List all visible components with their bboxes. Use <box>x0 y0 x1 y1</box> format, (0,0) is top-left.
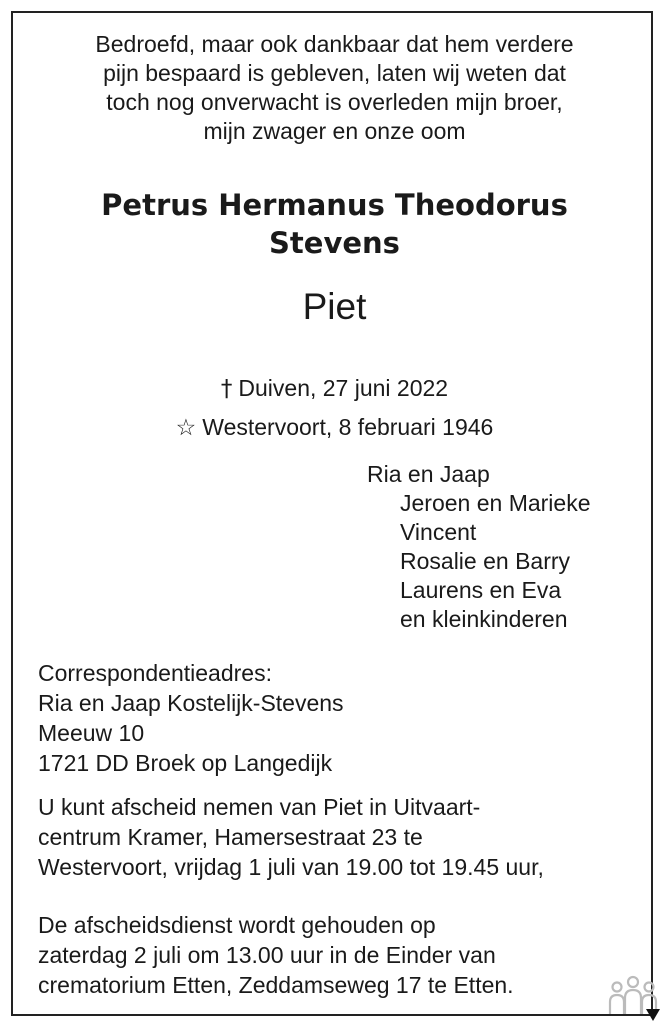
service-line: zaterdag 2 juli om 13.00 uur in de Einder van <box>38 942 496 968</box>
farewell-info <box>38 792 544 882</box>
farewell-line: centrum Kramer, Hamersestraat 23 te <box>38 824 423 850</box>
service-info <box>38 910 514 1000</box>
full-name-line: Petrus Hermanus Theodorus <box>101 188 568 222</box>
dates-block <box>0 369 669 447</box>
family-member: Rosalie en Barry <box>400 548 571 574</box>
intro-line: Bedroefd, maar ook dankbaar dat hem verdere <box>95 31 574 57</box>
arrow-down-icon[interactable] <box>645 1008 661 1022</box>
family-primary: Ria en Jaap <box>367 461 490 487</box>
family-member: en kleinkinderen <box>400 606 568 632</box>
death-date: Duiven, 27 juni 2022 <box>238 375 449 401</box>
farewell-line: Westervoort, vrijdag 1 juli van 19.00 tot 19.45 uur, <box>38 854 544 880</box>
intro-line: pijn bespaard is gebleven, laten wij weten dat <box>103 60 566 86</box>
birth-line <box>0 408 669 447</box>
family-member: Vincent <box>400 519 477 545</box>
family-member: Laurens en Eva <box>400 577 562 603</box>
correspondence-address <box>38 658 344 778</box>
farewell-line: U kunt afscheid nemen van Piet in Uitvaart- <box>38 794 481 820</box>
full-name-line: Stevens <box>269 226 400 260</box>
correspondence-line: Ria en Jaap Kostelijk-Stevens <box>38 690 344 716</box>
star-icon: ☆ <box>175 415 197 441</box>
correspondence-line: 1721 DD Broek op Langedijk <box>38 750 333 776</box>
service-line: De afscheidsdienst wordt gehouden op <box>38 912 436 938</box>
intro-line: toch nog onverwacht is overleden mijn broer, <box>106 89 563 115</box>
intro-text <box>0 30 669 146</box>
family-list <box>367 460 591 634</box>
death-line <box>0 369 669 408</box>
deceased-nickname: Piet <box>302 286 367 327</box>
service-line: crematorium Etten, Zeddamseweg 17 te Etten. <box>38 972 514 998</box>
cross-icon: † <box>220 376 233 402</box>
correspondence-line: Meeuw 10 <box>38 720 145 746</box>
intro-line: mijn zwager en onze oom <box>203 118 466 144</box>
deceased-full-name <box>0 186 669 262</box>
correspondence-heading: Correspondentieadres: <box>38 660 272 686</box>
family-member: Jeroen en Marieke <box>400 490 591 516</box>
birth-date: Westervoort, 8 februari 1946 <box>202 414 494 440</box>
